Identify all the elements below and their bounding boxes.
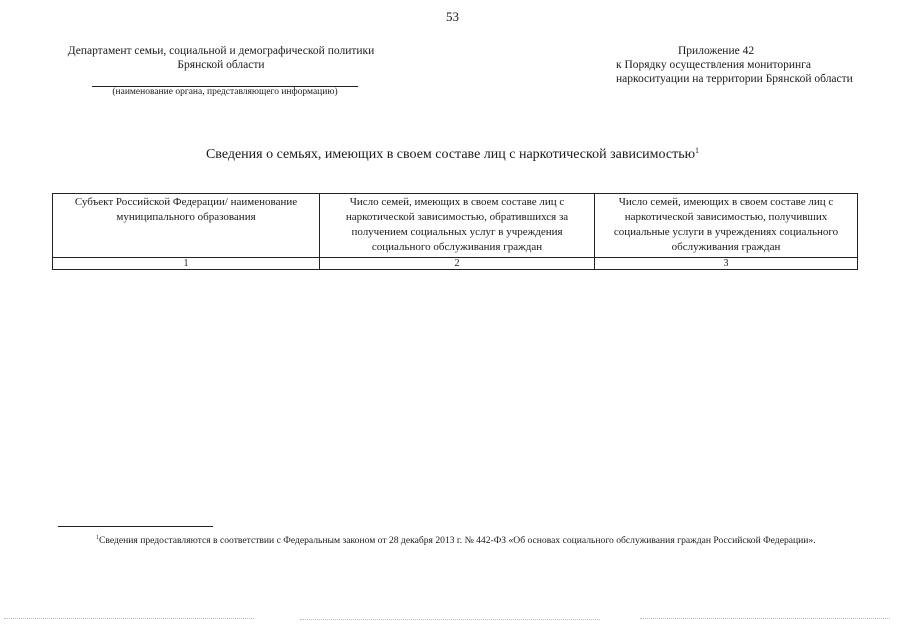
- title-footnote-mark: 1: [695, 146, 700, 155]
- column-header-applied-families: Число семей, имеющих в своем составе лиц с наркотической зависимостью, обратившихся за получением социальных услуг в учреждения социального обслуживания граждан: [320, 194, 595, 258]
- table-number-row: [53, 258, 858, 270]
- page-number: 53: [446, 9, 459, 24]
- footnote-mark: 1: [96, 535, 99, 541]
- appendix-number: Приложение 42: [678, 45, 755, 57]
- column-number-1: 1: [53, 258, 320, 270]
- data-table: [52, 193, 858, 270]
- footnote-text: Сведения предоставляются в соответствии с Федеральным законом от 28 декабря 2013 г. № 442-ФЗ «Об основах социального обслуживания граждан Российской Федерации».: [99, 535, 816, 546]
- document-title-text: Сведения о семьях, имеющих в своем составе лиц с наркотической зависимостью: [205, 147, 696, 162]
- scan-artifact-left: [4, 618, 254, 619]
- column-header-subject: Субъект Российской Федерации/ наименование муниципального образования: [53, 194, 320, 258]
- appendix-block: [616, 44, 856, 86]
- column-header-served-families: Число семей, имеющих в своем составе лиц с наркотической зависимостью, получивших социальные услуги в учреждениях социального обслуживания граждан: [595, 194, 858, 258]
- document-title: [0, 146, 905, 163]
- scan-artifact-middle: [300, 619, 600, 620]
- column-number-3: 3: [595, 258, 858, 270]
- appendix-text: к Порядку осуществления мониторинга наркоситуации на территории Брянской области: [616, 59, 853, 85]
- organization-name: Департамент семьи, социальной и демографической политики Брянской области: [67, 45, 375, 71]
- scan-artifact-right: [640, 618, 890, 619]
- organization-caption: (наименование органа, представляющего информацию): [112, 87, 338, 97]
- footnote: [58, 531, 842, 548]
- footnote-separator: [58, 526, 213, 527]
- column-number-2: 2: [320, 258, 595, 270]
- table-header-row: [53, 194, 858, 258]
